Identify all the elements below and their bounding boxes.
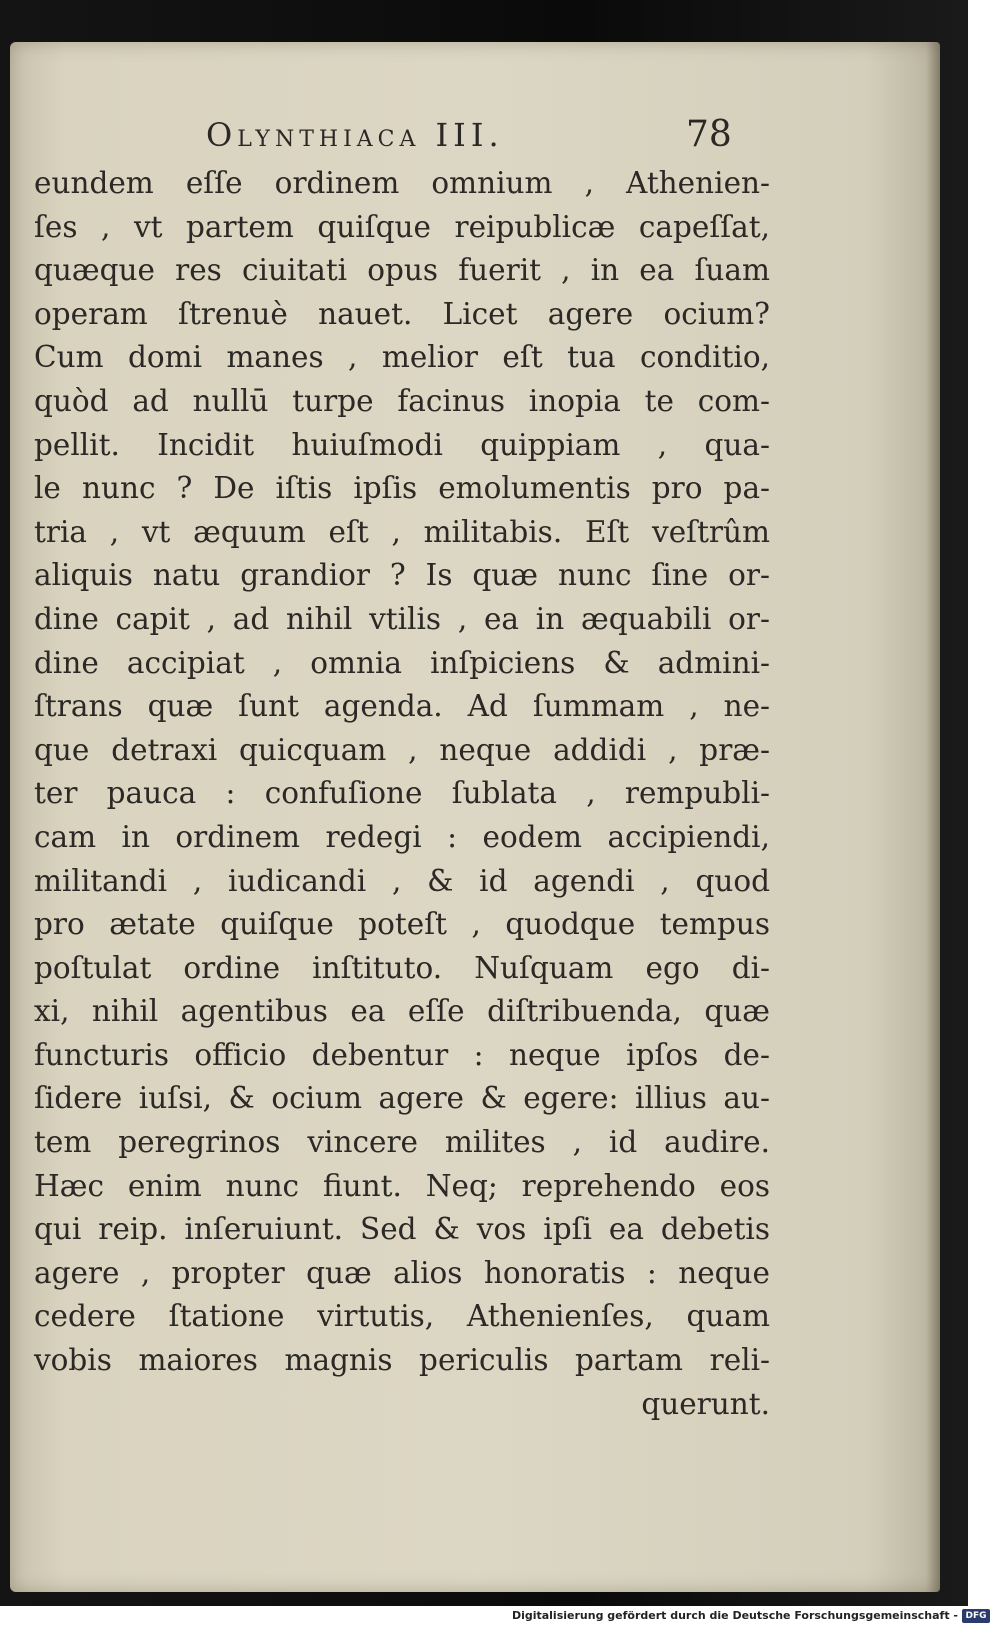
text-line: xi, nihil agentibus ea eſſe diſtribuenda, quæ bbox=[34, 994, 770, 1029]
page-edge-shadow bbox=[926, 42, 940, 1592]
text-line: tem peregrinos vincere milites , id audire. bbox=[34, 1125, 770, 1160]
text-line: poſtulat ordine inſtituto. Nuſquam ego di- bbox=[34, 950, 770, 985]
body-text bbox=[34, 162, 770, 1426]
text-line: Hæc enim nunc fiunt. Neq; reprehendo eos bbox=[34, 1168, 770, 1203]
book-page bbox=[10, 42, 940, 1592]
text-line: ſtrans quæ ſunt agenda. Ad ſummam , ne- bbox=[34, 689, 770, 724]
text-line: que detraxi quicquam , neque addidi , præ- bbox=[34, 732, 770, 767]
running-title: Olynthiaca III. bbox=[206, 116, 504, 154]
text-line: militandi , iudicandi , & id agendi , quod bbox=[34, 863, 770, 898]
page-number: 78 bbox=[686, 114, 732, 155]
text-line: aliquis natu grandior ? Is quæ nunc ſine or- bbox=[34, 558, 770, 593]
digitization-footer bbox=[0, 1606, 1000, 1627]
text-line: operam ſtrenuè nauet. Licet agere ocium? bbox=[34, 296, 770, 331]
text-line: Cum domi manes , melior eſt tua conditio, bbox=[34, 340, 770, 375]
text-line: pro ætate quiſque poteſt , quodque tempus bbox=[34, 907, 770, 942]
text-line: vobis maiores magnis periculis partam reli- bbox=[34, 1343, 770, 1378]
text-line: eundem eſſe ordinem omnium , Athenien- bbox=[34, 166, 770, 200]
funding-credit: Digitalisierung gefördert durch die Deutsche Forschungsgemeinschaft - bbox=[511, 1609, 958, 1622]
text-line: qui reip. inſeruiunt. Sed & vos ipſi ea debetis bbox=[34, 1212, 770, 1247]
text-line: cedere ſtatione virtutis, Athenienſes, quam bbox=[34, 1299, 770, 1334]
text-line: quæque res ciuitati opus fuerit , in ea ſuam bbox=[34, 253, 770, 288]
text-line: dine accipiat , omnia inſpiciens & admini- bbox=[34, 645, 770, 680]
dfg-logo: DFG bbox=[962, 1609, 990, 1623]
text-line: tria , vt æquum eſt , militabis. Eſt veſtrûm bbox=[34, 514, 770, 549]
text-line: agere , propter quæ alios honoratis : neque bbox=[34, 1255, 770, 1290]
text-line: cam in ordinem redegi : eodem accipiendi, bbox=[34, 819, 770, 854]
page-header bbox=[10, 110, 940, 160]
text-line-last: querunt. bbox=[641, 1386, 770, 1421]
text-line: dine capit , ad nihil vtilis , ea in æquabili or- bbox=[34, 601, 770, 636]
text-line: functuris officio debentur : neque ipſos de- bbox=[34, 1037, 770, 1072]
text-line: quòd ad nullū turpe facinus inopia te com- bbox=[34, 383, 770, 418]
text-line: pellit. Incidit huiuſmodi quippiam , qua- bbox=[34, 427, 770, 462]
text-line: ter pauca : confuſione ſublata , rempubli- bbox=[34, 776, 770, 811]
text-line: ſes , vt partem quiſque reipublicæ capeſſat, bbox=[34, 209, 770, 244]
text-line: ſidere iuſsi, & ocium agere & egere: illius au- bbox=[34, 1081, 770, 1116]
text-line: le nunc ? De iſtis ipſis emolumentis pro pa- bbox=[34, 471, 770, 506]
